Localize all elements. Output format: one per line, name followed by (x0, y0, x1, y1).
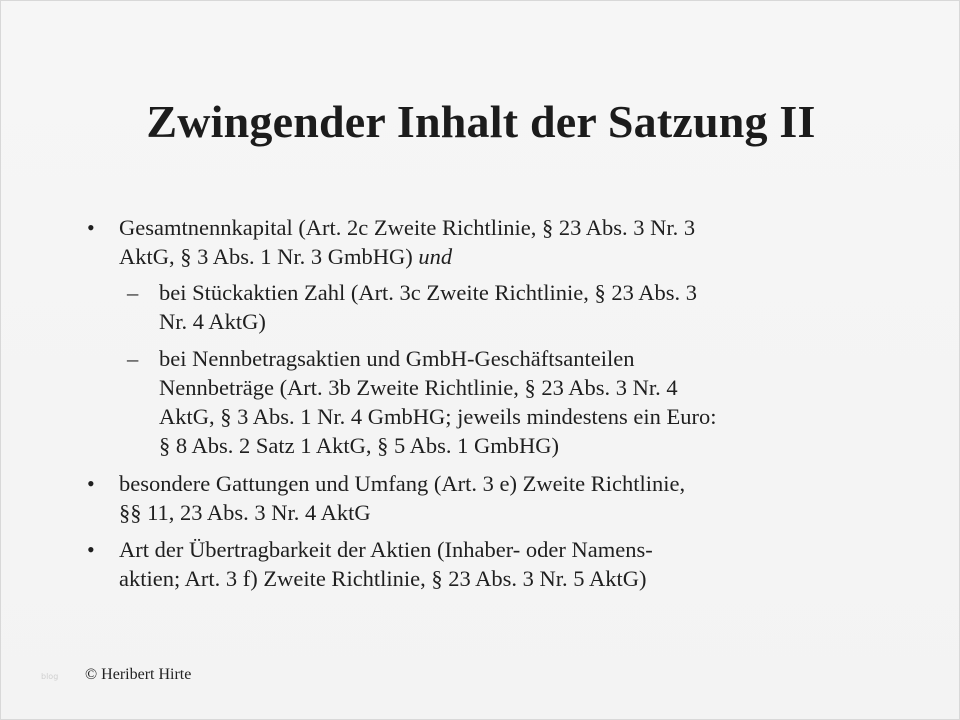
bullet-item-2-line-1: besondere Gattungen und Umfang (Art. 3 e) Zweite Richtlinie, (119, 471, 686, 496)
bullet-marker: • (87, 537, 95, 562)
bullet-list (83, 213, 883, 593)
sub-item-2-line-1: bei Nennbetragsaktien und GmbH-Geschäftsanteilen (159, 346, 635, 371)
copyright-footer: © Heribert Hirte (85, 666, 192, 683)
bullet-item-1 (83, 213, 883, 271)
sub-item-2-line-2: Nennbeträge (Art. 3b Zweite Richtlinie, § 23 Abs. 3 Nr. 4 (159, 375, 678, 400)
bullet-marker: • (87, 215, 95, 240)
bullet-item-1-line-2: AktG, § 3 Abs. 1 Nr. 3 GmbHG) (119, 244, 413, 269)
bullet-item-2 (83, 469, 883, 527)
sub-item-2 (83, 344, 883, 460)
bullet-item-3-line-1: Art der Übertragbarkeit der Aktien (Inhaber- oder Namens- (119, 537, 653, 562)
dash-marker: – (127, 280, 139, 305)
sub-item-1-line-2: Nr. 4 AktG) (159, 309, 266, 334)
bullet-item-3-line-2: aktien; Art. 3 f) Zweite Richtlinie, § 23 Abs. 3 Nr. 5 AktG) (119, 566, 647, 591)
sub-item-1-line-1: bei Stückaktien Zahl (Art. 3c Zweite Richtlinie, § 23 Abs. 3 (159, 280, 698, 305)
bullet-item-3 (83, 535, 883, 593)
sub-item-1 (83, 278, 883, 336)
bullet-item-1-line-1: Gesamtnennkapital (Art. 2c Zweite Richtlinie, § 23 Abs. 3 Nr. 3 (119, 215, 696, 240)
slide-title: Zwingender Inhalt der Satzung II (146, 96, 816, 147)
sub-item-2-line-4: § 8 Abs. 2 Satz 1 AktG, § 5 Abs. 1 GmbHG) (159, 433, 560, 458)
watermark-text: blog (41, 672, 59, 681)
dash-marker: – (127, 346, 139, 371)
bullet-item-1-emphasis: und (418, 244, 453, 269)
bullet-marker: • (87, 471, 95, 496)
sub-item-2-line-3: AktG, § 3 Abs. 1 Nr. 4 GmbHG; jeweils mindestens ein Euro: (159, 404, 717, 429)
bullet-item-2-line-2: §§ 11, 23 Abs. 3 Nr. 4 AktG (119, 500, 371, 525)
